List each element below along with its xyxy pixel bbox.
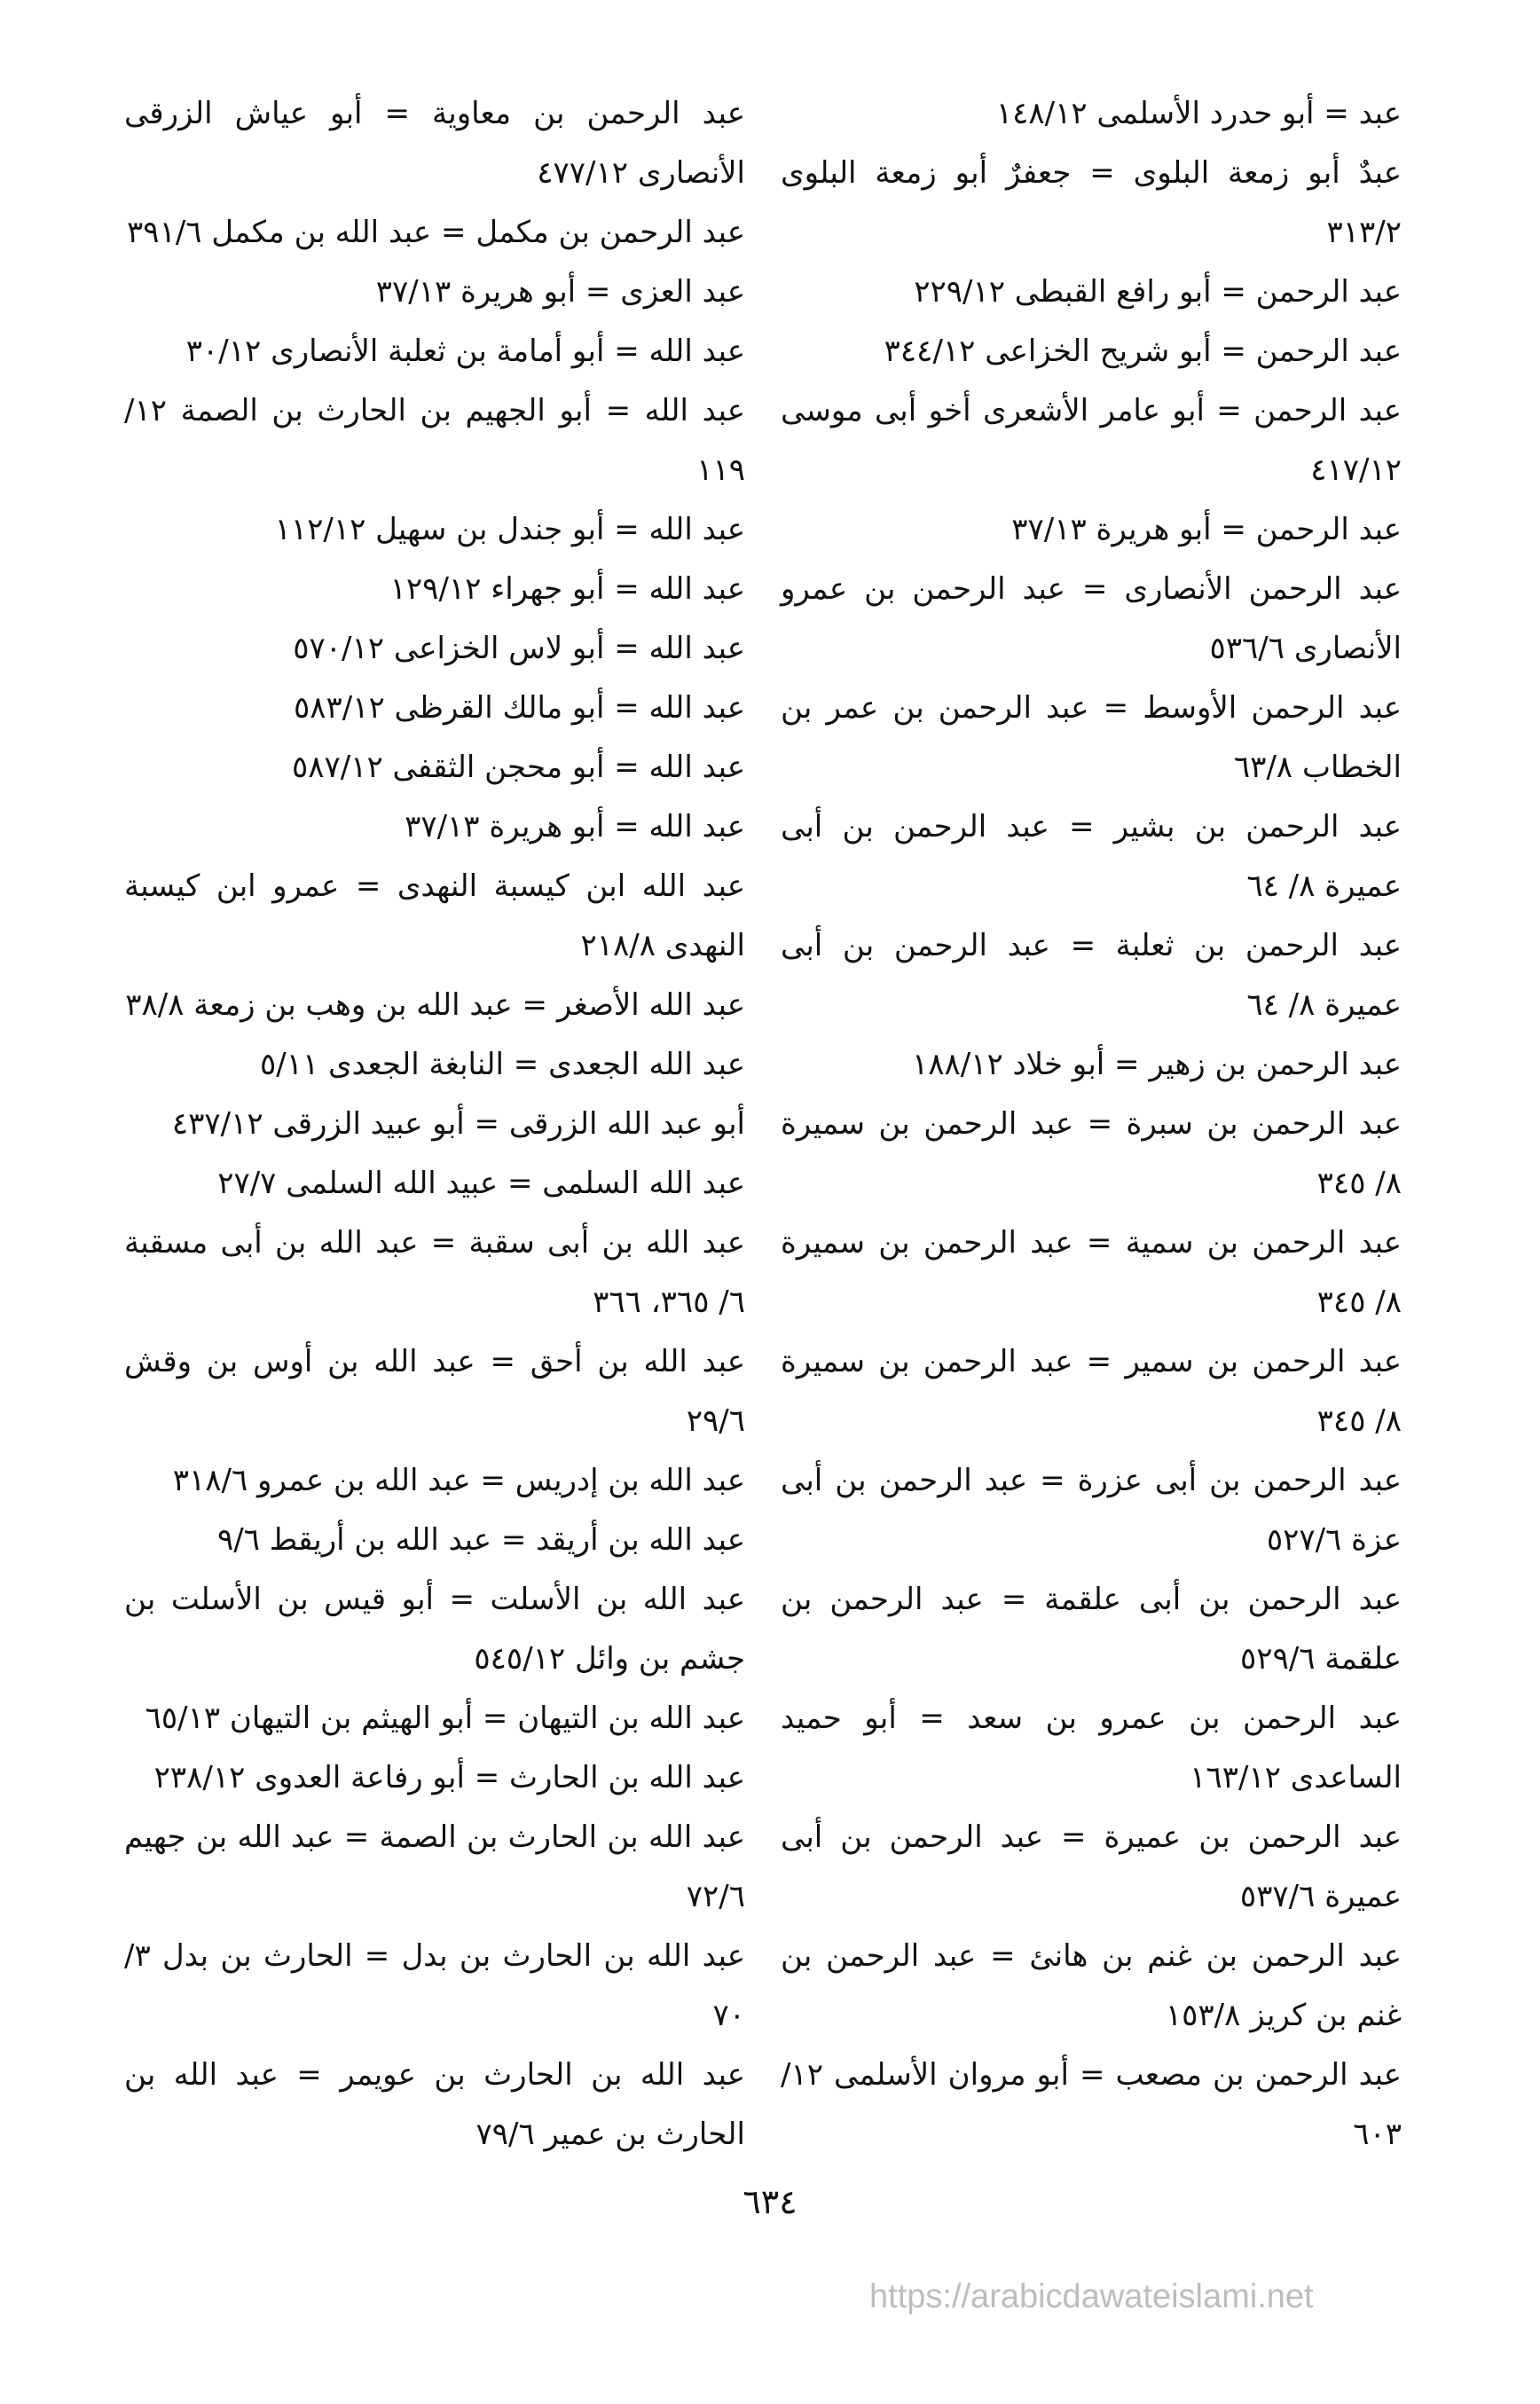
index-entry: عبد الرحمن بن أبى عزرة = عبد الرحمن بن أبى عزة ٥٢٧/٦ — [781, 1463, 1402, 1558]
index-entry: عبد الله بن إدريس = عبد الله بن عمرو ٣١٨/٦ — [172, 1463, 745, 1498]
index-entry: عبد الله = أبو محجن الثقفى ٥٨٧/١٢ — [291, 750, 745, 785]
index-entry: عبد الله بن أحق = عبد الله بن أوس بن وقش ٢٩/٦ — [124, 1344, 745, 1439]
index-entry: عبد الرحمن بن زهير = أبو خلاد ١٨٨/١٢ — [911, 1047, 1402, 1082]
index-entry: عبد الله ابن كيسبة النهدى = عمرو ابن كيسبة النهدى ٢١٨/٨ — [124, 868, 745, 963]
index-entry: عبد الرحمن الأوسط = عبد الرحمن بن عمر بن الخطاب ٦٣/٨ — [781, 690, 1402, 785]
index-entry: عبد الله بن أريقد = عبد الله بن أريقط ٩/٦ — [217, 1522, 745, 1558]
index-entry: عبد الرحمن بن بشير = عبد الرحمن بن أبى عميرة ٨/ ٦٤ — [781, 809, 1402, 904]
index-entry: عبد الله = أبو أمامة بن ثعلبة الأنصارى ٣٠/١٢ — [185, 334, 745, 369]
index-entry: عبد الرحمن بن عمرو بن سعد = أبو حميد الساعدى ١٦٣/١٢ — [781, 1701, 1402, 1795]
index-entry: عبد الرحمن بن مكمل = عبد الله بن مكمل ٣٩١/٦ — [127, 215, 745, 250]
index-entry: عبد الرحمن = أبو رافع القبطى ٢٢٩/١٢ — [914, 274, 1402, 310]
index-entry: عبد الله = أبو الجهيم بن الحارث بن الصمة ١٢/ ١١٩ — [124, 393, 745, 488]
index-entry: عبد الله بن الحارث = أبو رفاعة العدوى ٢٣٨/١٢ — [153, 1760, 745, 1795]
index-entry: عبد الرحمن بن سمير = عبد الرحمن بن سميرة ٨/ ٣٤٥ — [781, 1344, 1402, 1439]
index-entry: عبد الرحمن بن غنم بن هانئ = عبد الرحمن بن غنم بن كريز ١٥٣/٨ — [781, 1938, 1402, 2033]
index-entry: عبد الله بن أبى سقبة = عبد الله بن أبى مسقبة ٦/ ٣٦٥، ٣٦٦ — [124, 1225, 745, 1320]
index-entry: عبد الله السلمى = عبيد الله السلمى ٢٧/٧ — [217, 1166, 745, 1201]
index-entry: عبد الله بن الحارث بن عويمر = عبد الله بن الحارث بن عمير ٧٩/٦ — [124, 2057, 745, 2152]
index-entry: عبد الرحمن بن ثعلبة = عبد الرحمن بن أبى عميرة ٨/ ٦٤ — [781, 928, 1402, 1023]
index-entry: عبد الرحمن = أبو شريح الخزاعى ٣٤٤/١٢ — [884, 334, 1402, 369]
index-column-left — [124, 84, 745, 2164]
index-entry: عبد = أبو حدرد الأسلمى ١٤٨/١٢ — [995, 96, 1402, 131]
index-entry: عبد الرحمن = أبو عامر الأشعرى أخو أبى موسى ٤١٧/١٢ — [781, 393, 1402, 488]
index-entry: عبد العزى = أبو هريرة ٣٧/١٣ — [375, 274, 745, 310]
index-entry: عبد الله = أبو جهراء ١٢٩/١٢ — [389, 571, 745, 607]
index-entry: عبد الرحمن الأنصارى = عبد الرحمن بن عمرو الأنصارى ٥٣٦/٦ — [781, 571, 1402, 666]
index-entry: عبد الله بن التيهان = أبو الهيثم بن التيهان ٦٥/١٣ — [145, 1701, 745, 1736]
index-entry: عبد الله = أبو جندل بن سهيل ١١٢/١٢ — [274, 512, 745, 547]
index-entry: أبو عبد الله الزرقى = أبو عبيد الزرقى ٤٣٧/١٢ — [171, 1106, 745, 1142]
index-entry: عبد الرحمن بن عميرة = عبد الرحمن بن أبى عميرة ٥٣٧/٦ — [781, 1819, 1402, 1914]
page-number: ٦٣٤ — [742, 2182, 798, 2221]
index-entry: عبد الله الجعدى = النابغة الجعدى ٥/١١ — [259, 1047, 745, 1082]
index-entry: عبد الرحمن = أبو هريرة ٣٧/١٣ — [1011, 512, 1402, 547]
index-entry: عبد الله بن الحارث بن الصمة = عبد الله بن جهيم ٧٢/٦ — [124, 1819, 745, 1914]
index-entry: عبد الله = أبو لاس الخزاعى ٥٧٠/١٢ — [293, 631, 745, 666]
index-column-right — [781, 84, 1402, 2164]
index-entry: عبدٌ أبو زمعة البلوى = جعفرٌ أبو زمعة البلوى ٣١٣/٢ — [781, 155, 1402, 250]
index-entry: عبد الرحمن بن أبى علقمة = عبد الرحمن بن علقمة ٥٢٩/٦ — [781, 1582, 1402, 1677]
index-entry: عبد الله = أبو هريرة ٣٧/١٣ — [405, 809, 745, 845]
index-entry: عبد الله بن الأسلت = أبو قيس بن الأسلت بن جشم بن وائل ٥٤٥/١٢ — [124, 1582, 745, 1677]
index-entry: عبد الله = أبو مالك القرظى ٥٨٣/١٢ — [293, 690, 745, 726]
index-entry: عبد الرحمن بن معاوية = أبو عياش الزرقى الأنصارى ٤٧٧/١٢ — [124, 96, 745, 191]
index-entry: عبد الله الأصغر = عبد الله بن وهب بن زمعة ٣٨/٨ — [125, 987, 745, 1023]
index-entry: عبد الرحمن بن مصعب = أبو مروان الأسلمى ١٢/ ٦٠٣ — [781, 2057, 1402, 2152]
index-entry: عبد الرحمن بن سمية = عبد الرحمن بن سميرة ٨/ ٣٤٥ — [781, 1225, 1402, 1320]
index-entry: عبد الرحمن بن سبرة = عبد الرحمن بن سميرة ٨/ ٣٤٥ — [781, 1106, 1402, 1201]
index-entry: عبد الله بن الحارث بن بدل = الحارث بن بدل ٣/ ٧٠ — [124, 1938, 745, 2033]
source-watermark: https://arabicdawateislami.net — [869, 2278, 1314, 2315]
